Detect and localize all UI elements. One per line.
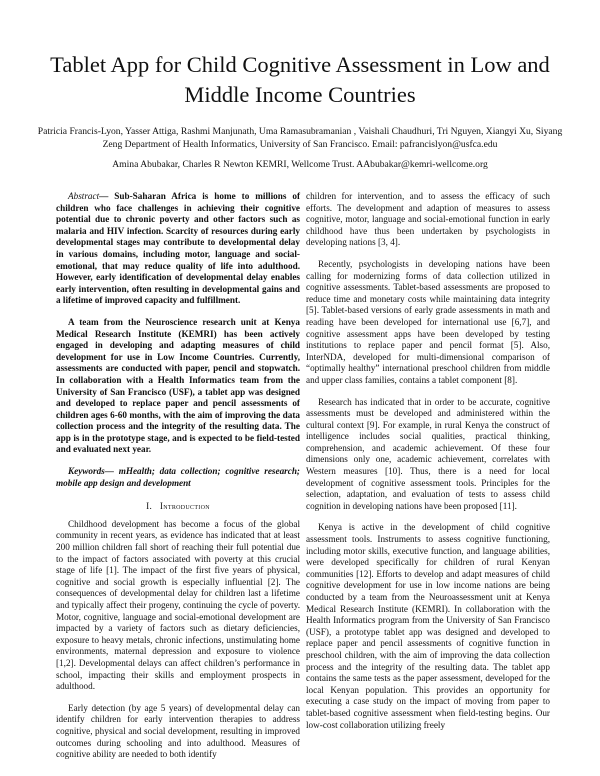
right-column bbox=[306, 191, 550, 731]
abstract-label: Abstract bbox=[68, 191, 100, 201]
author-affiliation-usf: Patricia Francis-Lyon, Yasser Attiga, Rashmi Manjunath, Uma Ramasubramanian , Vaishali Chaudhuri, Tri Nguyen, Xiangyi Xu, Siyang Zeng Department of Health Informatics, University of San Francisco. Email: pafrancislyon@usfca.edu bbox=[37, 126, 563, 150]
section-heading bbox=[56, 501, 300, 513]
abstract-paragraph-2: A team from the Neuroscience research unit at Kenya Medical Research Institute (KEMRI) has been actively engaged in developing and adapting measures of child development for use in Low Income Countries. Currently, assessments are conducted with paper, pencil and stopwatch. In collaboration with a Health Informatics team from the University of San Francisco (USF), a tablet app was designed and developed to replace paper and pencil assessments of children ages 6-60 months, with the aim of improving the data collection process and the integrity of the resulting data. The app is in the prototype stage, and is expected to be field-tested and evaluated next year. bbox=[56, 316, 300, 455]
keywords-paragraph bbox=[56, 466, 300, 489]
section-title: Introduction bbox=[159, 501, 210, 512]
keywords-label: Keywords bbox=[68, 466, 105, 477]
abstract-paragraph bbox=[56, 191, 300, 307]
left-column bbox=[56, 191, 300, 761]
keywords-text: — mHealth; data collection; cognitive research; mobile app design and development bbox=[56, 466, 300, 488]
paper-title: Tablet App for Child Cognitive Assessment in Low and Middle Income Countries bbox=[50, 52, 550, 107]
intro-paragraph-1: Childhood development has become a focus of the global community in recent years, as evidence has indicated that at least 200 million children fall short of reaching their full potential due to the impact of factors associated with poverty at this crucial stage of life [1]. The impact of the first five years of physical, cognitive and social growth is especially influential [2]. The consequences of developmental delay for children last a lifetime and typically affect their progeny, continuing the cycle of poverty. Motor, cognitive, language and social-emotional development are impacted by a variety of factors such as dietary deficiencies, exposure to heavy metals, chronic infections, unstimulating home environments, maternal depression and exposure to violence [1,2]. Developmental delays can affect children’s performance in school, impacting their skills and employment prospects in adulthood. bbox=[56, 518, 300, 692]
right-paragraph-2: Recently, psychologists in developing nations have been calling for modernizing forms of data collection utilized in cognitive assessments. Tablet-based assessments are proposed to reduce time and monetary costs while maintaining data integrity [5]. Tablet-based versions of early grade assessments in math and reading have been developed for international use [6,7], and cognitive assessment apps have been developed by testing institutions to replace paper and pencil format [5]. Also, InterNDA, developed for multi-dimensional comparison of “optimally healthy” international preschool children from middle and upper class families, contains a tablet component [8]. bbox=[306, 258, 550, 385]
right-paragraph-1: children for intervention, and to assess the efficacy of such efforts. The development and adaption of measures to assess cognitive, motor, language and social-emotional function in early childhood have thus been undertaken by psychologists in developing nations [3, 4]. bbox=[306, 191, 550, 248]
section-number: I. bbox=[146, 501, 153, 512]
intro-paragraph-2: Early detection (by age 5 years) of developmental delay can identify children for early intervention therapies to address cognitive, physical and social development, resulting in improved outcomes during schooling and into adulthood. Measures of cognitive ability are needed to both identify bbox=[56, 702, 300, 760]
right-paragraph-3: Research has indicated that in order to be accurate, cognitive assessments must be developed and administered within the cultural context [9]. For example, in rural Kenya the construct of intelligence includes social qualities, practical thinking, comprehension, and academic achievement. Of these four dimensions only one, academic achievement, correlates with Western measures [10]. Thus, there is a need for local development of cognitive assessment tools. Principles for the selection, adaptation, and evaluation of tests to assess child cognition in developing nations have been proposed [11]. bbox=[306, 396, 550, 511]
right-paragraph-4: Kenya is active in the development of child cognitive assessment tools. Instruments to assess cognitive functioning, including motor skills, executive function, and language abilities, were developed specifically for children of rural Kenyan communities [12]. Efforts to develop and adapt measures of child cognitive development for use in low income nations are being conducted by a team from the Neuroassessment unit at Kenya Medical Research Institute (KEMRI). In collaboration with the Health Informatics program from the University of San Francisco (USF), a prototype tablet app was designed and developed to replace paper and pencil assessments of cognitive function in preschool children, with the aim of improving the data collection process and the integrity of the resulting data. The tablet app contains the same tests as the paper assessment, developed for the local Kenyan population. This provides an opportunity for executing a case study on the impact of moving from paper to tablet-based cognitive assessment when field-testing begins. Our low-cost collaboration utilizing freely bbox=[306, 522, 550, 730]
author-affiliation-kemri: Amina Abubakar, Charles R Newton KEMRI, Wellcome Trust. AAbubakar@kemri-wellcome.org bbox=[112, 159, 488, 170]
abstract-text: — Sub-Saharan Africa is home to millions of children who face challenges in achieving their cognitive potential due to chronic poverty and other factors such as malaria and HIV infection. Scarcity of resources during early developmental stages may contribute to developmental delay in various domains, including motor, language and social-emotional, that may reduce quality of life into adulthood. However, early identification of developmental delay enables early intervention, often resulting in developmental gains and a lifetime of improved capacity and fulfillment. bbox=[56, 191, 300, 306]
